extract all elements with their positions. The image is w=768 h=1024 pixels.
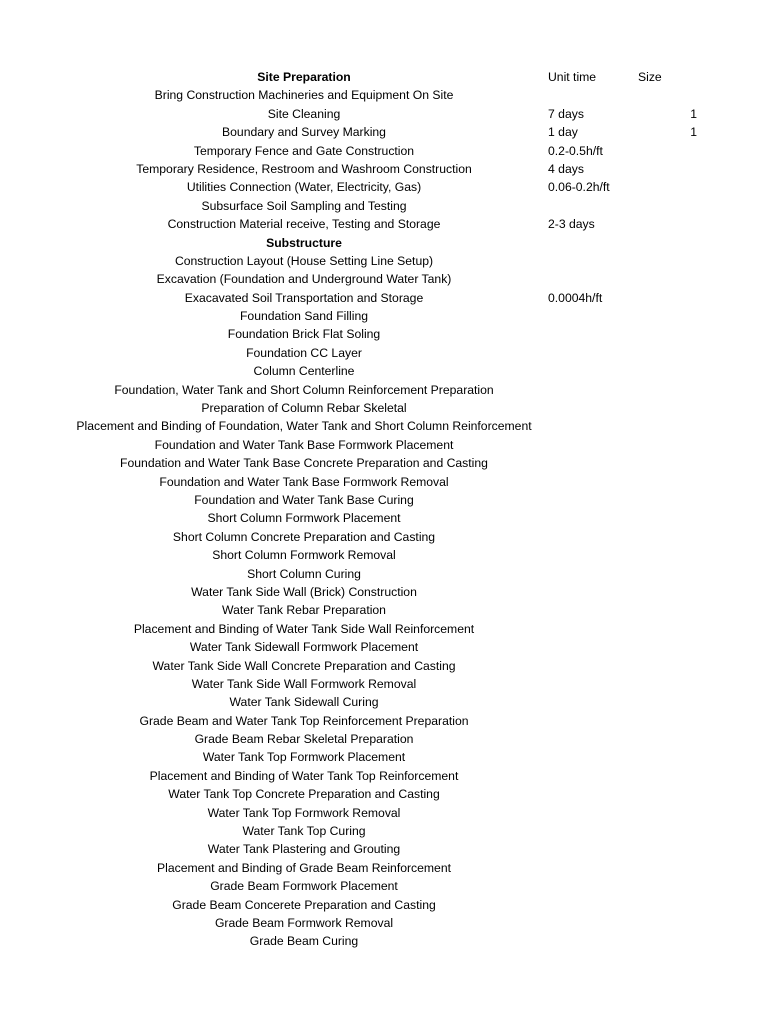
task-row	[0, 178, 768, 196]
task-name: Utilities Connection (Water, Electricity, Gas)	[186, 180, 422, 195]
task-name: Placement and Binding of Grade Beam Reinforcement	[156, 860, 452, 875]
task-name: Foundation and Water Tank Base Formwork Removal	[159, 474, 449, 489]
section-title: Substructure	[266, 235, 342, 250]
task-name: Short Column Curing	[247, 566, 361, 581]
task-row	[0, 270, 768, 288]
unit-time-cell: 0.2-0.5h/ft	[548, 143, 603, 158]
task-row	[0, 197, 768, 215]
task-name: Placement and Binding of Foundation, Water Tank and Short Column Reinforcement	[76, 419, 532, 434]
task-row	[0, 877, 768, 895]
task-name: Foundation and Water Tank Base Curing	[194, 492, 414, 507]
size-cell: 1	[690, 125, 697, 140]
task-row	[0, 638, 768, 656]
task-row	[0, 620, 768, 638]
task-row	[0, 307, 768, 325]
task-name: Short Column Concrete Preparation and Casting	[172, 529, 436, 544]
task-row	[0, 546, 768, 564]
task-name: Grade Beam Formwork Placement	[210, 879, 398, 894]
task-name: Grade Beam Curing	[249, 934, 359, 949]
task-row	[0, 509, 768, 527]
task-name: Site Cleaning	[267, 106, 341, 121]
task-row	[0, 785, 768, 803]
unit-time-header: Unit time	[548, 70, 597, 84]
task-name: Grade Beam Rebar Skeletal Preparation	[194, 732, 414, 747]
task-name: Exacavated Soil Transportation and Storage	[184, 290, 424, 305]
section-header-row	[0, 68, 768, 86]
task-name: Water Tank Rebar Preparation	[222, 603, 386, 618]
task-table	[0, 68, 768, 951]
task-name: Subsurface Soil Sampling and Testing	[201, 198, 407, 213]
task-row	[0, 914, 768, 932]
section-title: Site Preparation	[257, 70, 351, 84]
task-name: Water Tank Top Curing	[242, 824, 366, 839]
task-row	[0, 491, 768, 509]
size-cell: 1	[690, 106, 697, 121]
task-row	[0, 804, 768, 822]
unit-time-cell: 1 day	[548, 125, 578, 140]
task-name: Water Tank Sidewall Curing	[229, 695, 379, 710]
task-row	[0, 344, 768, 362]
task-name: Short Column Formwork Placement	[207, 511, 401, 526]
task-name: Water Tank Plastering and Grouting	[207, 842, 401, 857]
task-row	[0, 325, 768, 343]
task-row	[0, 86, 768, 104]
task-name: Water Tank Side Wall (Brick) Construction	[191, 584, 417, 599]
task-name: Water Tank Top Formwork Placement	[202, 750, 406, 765]
unit-time-cell: 0.06-0.2h/ft	[548, 180, 610, 195]
task-row	[0, 859, 768, 877]
task-row	[0, 693, 768, 711]
task-name: Excavation (Foundation and Underground Water Tank)	[156, 272, 452, 287]
task-name: Foundation Brick Flat Soling	[227, 327, 381, 342]
task-name: Water Tank Side Wall Concrete Preparation and Casting	[152, 658, 456, 673]
task-row	[0, 473, 768, 491]
task-row	[0, 215, 768, 233]
unit-time-cell: 7 days	[548, 106, 584, 121]
task-name: Water Tank Sidewall Formwork Placement	[189, 640, 419, 655]
unit-time-cell: 0.0004h/ft	[548, 290, 603, 305]
task-name: Foundation and Water Tank Base Concrete Preparation and Casting	[120, 456, 488, 471]
task-row	[0, 399, 768, 417]
task-row	[0, 381, 768, 399]
task-row	[0, 675, 768, 693]
task-row	[0, 712, 768, 730]
task-row	[0, 289, 768, 307]
section-header-row	[0, 234, 768, 252]
task-row	[0, 528, 768, 546]
task-name: Construction Material receive, Testing and Storage	[167, 217, 441, 232]
task-name: Preparation of Column Rebar Skeletal	[201, 401, 407, 416]
task-row	[0, 657, 768, 675]
task-row	[0, 142, 768, 160]
task-name: Grade Beam Concerete Preparation and Casting	[172, 897, 436, 912]
task-row	[0, 105, 768, 123]
task-row	[0, 932, 768, 950]
task-row	[0, 160, 768, 178]
task-name: Column Centerline	[253, 364, 355, 379]
task-name: Boundary and Survey Marking	[222, 125, 386, 140]
task-row	[0, 822, 768, 840]
task-name: Temporary Fence and Gate Construction	[193, 143, 415, 158]
task-row	[0, 417, 768, 435]
task-row	[0, 252, 768, 270]
task-name: Placement and Binding of Water Tank Top Reinforcement	[149, 768, 459, 783]
task-row	[0, 123, 768, 141]
task-name: Water Tank Top Concrete Preparation and Casting	[168, 787, 440, 802]
task-row	[0, 730, 768, 748]
task-row	[0, 767, 768, 785]
task-row	[0, 436, 768, 454]
task-row	[0, 601, 768, 619]
task-row	[0, 565, 768, 583]
task-row	[0, 362, 768, 380]
task-name: Temporary Residence, Restroom and Washroom Construction	[136, 161, 472, 176]
task-name: Foundation and Water Tank Base Formwork Placement	[154, 437, 454, 452]
task-row	[0, 840, 768, 858]
task-name: Water Tank Top Formwork Removal	[207, 805, 401, 820]
task-name: Bring Construction Machineries and Equipment On Site	[154, 88, 454, 103]
task-name: Foundation CC Layer	[246, 345, 362, 360]
task-row	[0, 748, 768, 766]
unit-time-cell: 4 days	[548, 161, 584, 176]
unit-time-cell: 2-3 days	[548, 217, 595, 232]
task-name: Grade Beam Formwork Removal	[214, 915, 394, 930]
size-header: Size	[638, 70, 662, 84]
task-row	[0, 583, 768, 601]
task-name: Foundation Sand Filling	[239, 309, 369, 324]
task-name: Short Column Formwork Removal	[212, 548, 396, 563]
task-name: Foundation, Water Tank and Short Column Reinforcement Preparation	[114, 382, 494, 397]
task-row	[0, 454, 768, 472]
task-name: Water Tank Side Wall Formwork Removal	[191, 676, 417, 691]
task-name: Placement and Binding of Water Tank Side Wall Reinforcement	[133, 621, 475, 636]
task-name: Grade Beam and Water Tank Top Reinforcement Preparation	[139, 713, 469, 728]
task-name: Construction Layout (House Setting Line Setup)	[174, 253, 434, 268]
task-row	[0, 896, 768, 914]
